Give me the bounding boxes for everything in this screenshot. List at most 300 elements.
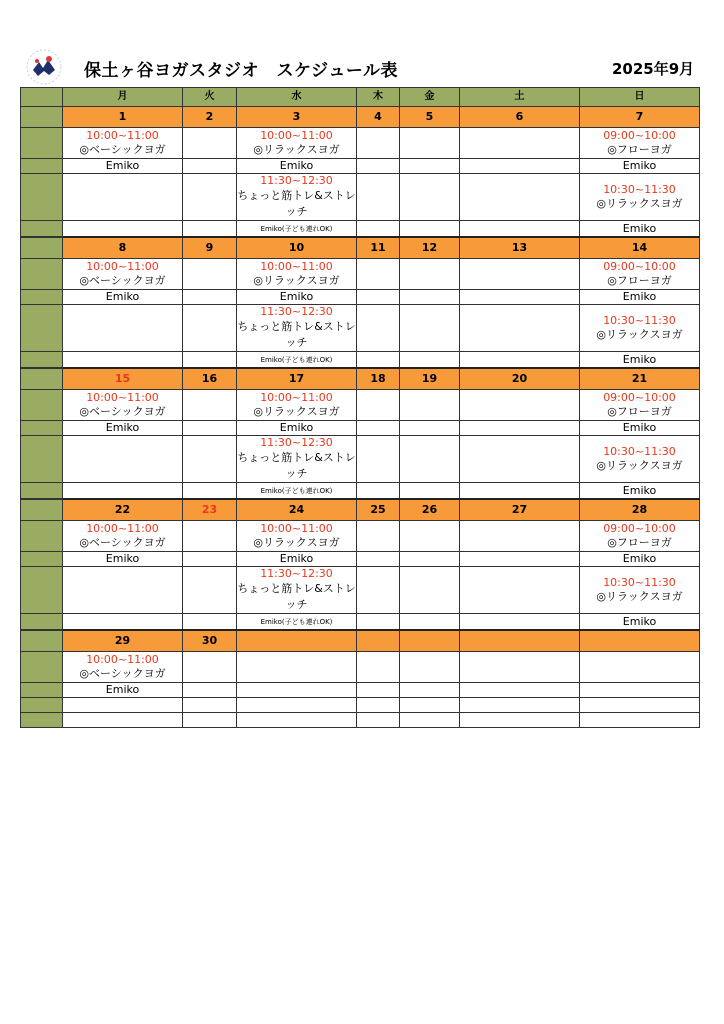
empty-slot: [357, 290, 400, 305]
instructor-cell: [237, 552, 357, 567]
empty-slot: [400, 159, 460, 174]
date-number: 20: [511, 372, 528, 385]
empty-slot: [63, 305, 183, 352]
instructor-name: Emiko(子ども連れOK): [260, 487, 333, 495]
date-cell: [460, 630, 580, 652]
instructor-cell: [63, 683, 183, 698]
class-slot: [580, 521, 700, 552]
class-name: ◎フローヨガ: [607, 405, 672, 418]
weekday-label: 土: [514, 91, 525, 102]
class-slot: [580, 305, 700, 352]
instructor-cell: [580, 159, 700, 174]
date-cell: [580, 368, 700, 390]
empty-slot: [400, 128, 460, 159]
date-cell: [63, 107, 183, 128]
date-cell: [400, 107, 460, 128]
date-cell: [237, 368, 357, 390]
date-number: 14: [631, 241, 648, 254]
class-name: ◎フローヨガ: [607, 143, 672, 156]
empty-slot: [400, 552, 460, 567]
instructor-cell: [63, 159, 183, 174]
date-number: 25: [370, 503, 386, 516]
date-cell: [357, 237, 400, 259]
empty-slot: [400, 698, 460, 713]
class-slot: [237, 128, 357, 159]
side-cell: [21, 305, 63, 352]
class-time: 10:00~11:00: [86, 129, 159, 142]
class-name: ◎ベーシックヨガ: [79, 667, 166, 680]
instructor-cell: [580, 352, 700, 369]
instructor-cell: [237, 221, 357, 238]
instructor-cell: [237, 614, 357, 631]
empty-slot: [357, 483, 400, 500]
weekday-header: [460, 88, 580, 107]
instructor-cell: [580, 290, 700, 305]
empty-slot: [357, 390, 400, 421]
side-cell: [21, 713, 63, 728]
empty-slot: [400, 390, 460, 421]
side-cell: [21, 552, 63, 567]
empty-slot: [580, 683, 700, 698]
empty-slot: [460, 128, 580, 159]
instructor-cell: [237, 290, 357, 305]
empty-slot: [357, 174, 400, 221]
date-cell: [580, 237, 700, 259]
date-cell: [400, 630, 460, 652]
empty-slot: [63, 174, 183, 221]
class-time: 11:30~12:30: [260, 436, 333, 449]
class-slot: [237, 567, 357, 614]
instructor-name: Emiko: [279, 421, 314, 434]
empty-slot: [183, 483, 237, 500]
empty-slot: [580, 698, 700, 713]
date-number: 1: [118, 110, 127, 123]
date-number: 29: [114, 634, 131, 647]
instructor-cell: [580, 614, 700, 631]
empty-slot: [183, 521, 237, 552]
date-cell: [183, 499, 237, 521]
empty-slot: [400, 567, 460, 614]
date-number: 26: [421, 503, 438, 516]
empty-slot: [357, 652, 400, 683]
instructor-name: Emiko: [622, 352, 657, 366]
empty-slot: [460, 698, 580, 713]
instructor-name: Emiko(子ども連れOK): [260, 618, 333, 626]
empty-slot: [357, 421, 400, 436]
class-slot: [237, 436, 357, 483]
weekday-header: [237, 88, 357, 107]
class-name: ◎ベーシックヨガ: [79, 536, 166, 549]
instructor-name: Emiko: [622, 421, 657, 434]
side-cell: [21, 652, 63, 683]
weekday-header: [357, 88, 400, 107]
date-cell: [183, 237, 237, 259]
class-name: ◎リラックスヨガ: [596, 328, 683, 341]
date-number: 24: [288, 503, 305, 516]
class-slot: [63, 521, 183, 552]
empty-slot: [63, 713, 183, 728]
empty-slot: [460, 521, 580, 552]
empty-slot: [460, 652, 580, 683]
date-cell: [580, 107, 700, 128]
date-number: 16: [201, 372, 218, 385]
class-time: 10:00~11:00: [260, 391, 333, 404]
class-name: ◎ベーシックヨガ: [79, 143, 166, 156]
side-cell: [21, 221, 63, 238]
date-cell: [237, 630, 357, 652]
empty-slot: [63, 436, 183, 483]
empty-slot: [357, 259, 400, 290]
empty-slot: [357, 614, 400, 631]
side-cell: [21, 698, 63, 713]
date-cell: [237, 107, 357, 128]
class-name: ◎ベーシックヨガ: [79, 274, 166, 287]
date-cell: [63, 368, 183, 390]
empty-slot: [460, 159, 580, 174]
date-cell: [183, 368, 237, 390]
class-slot: [580, 174, 700, 221]
class-name: ◎リラックスヨガ: [253, 143, 340, 156]
date-cell: [63, 237, 183, 259]
date-number: 12: [421, 241, 438, 254]
side-cell: [21, 159, 63, 174]
empty-slot: [237, 713, 357, 728]
class-time: 09:00~10:00: [603, 391, 676, 404]
class-slot: [237, 521, 357, 552]
empty-slot: [63, 567, 183, 614]
date-number: 21: [631, 372, 648, 385]
class-name: ◎リラックスヨガ: [596, 197, 683, 210]
date-cell: [460, 237, 580, 259]
side-cell: [21, 390, 63, 421]
empty-slot: [357, 352, 400, 369]
empty-slot: [400, 614, 460, 631]
empty-slot: [460, 290, 580, 305]
empty-slot: [357, 698, 400, 713]
empty-slot: [400, 305, 460, 352]
side-cell: [21, 290, 63, 305]
class-time: 10:00~11:00: [86, 653, 159, 666]
date-cell: [460, 107, 580, 128]
class-slot: [580, 567, 700, 614]
empty-slot: [183, 713, 237, 728]
side-cell: [21, 683, 63, 698]
empty-slot: [357, 128, 400, 159]
date-number: 11: [370, 241, 386, 254]
date-cell: [237, 237, 357, 259]
empty-slot: [183, 352, 237, 369]
instructor-name: Emiko: [105, 290, 140, 303]
date-cell: [357, 368, 400, 390]
instructor-name: Emiko: [622, 552, 657, 565]
date-row: [21, 107, 700, 128]
instructor-cell: [580, 483, 700, 500]
class-time: 10:00~11:00: [86, 522, 159, 535]
side-cell: [21, 614, 63, 631]
date-row: [21, 237, 700, 259]
instructor-name: Emiko: [622, 221, 657, 235]
instructor-cell: [63, 421, 183, 436]
empty-slot: [237, 698, 357, 713]
side-cell: [21, 128, 63, 159]
date-cell: [400, 368, 460, 390]
empty-slot: [63, 614, 183, 631]
date-row: [21, 368, 700, 390]
empty-slot: [183, 259, 237, 290]
class-time: 10:30~11:30: [603, 183, 676, 196]
empty-slot: [460, 483, 580, 500]
date-number: 5: [425, 110, 434, 123]
empty-slot: [460, 567, 580, 614]
empty-slot: [460, 390, 580, 421]
instructor-cell: [580, 552, 700, 567]
instructor-cell: [237, 421, 357, 436]
class-time: 10:30~11:30: [603, 445, 676, 458]
empty-slot: [183, 421, 237, 436]
side-cell: [21, 237, 63, 259]
empty-slot: [357, 159, 400, 174]
class-time: 10:00~11:00: [260, 129, 333, 142]
class-slot: [237, 390, 357, 421]
class-time: 10:00~11:00: [86, 260, 159, 273]
class-name: ◎リラックスヨガ: [596, 459, 683, 472]
date-number: 22: [114, 503, 131, 516]
class-name: ちょっと筋トレ&ストレッチ: [237, 320, 356, 349]
empty-slot: [183, 698, 237, 713]
empty-slot: [400, 652, 460, 683]
class-name: ◎リラックスヨガ: [596, 590, 683, 603]
empty-slot: [183, 305, 237, 352]
date-number: 15: [114, 372, 131, 385]
side-cell: [21, 521, 63, 552]
empty-slot: [183, 159, 237, 174]
date-number: 19: [421, 372, 438, 385]
instructor-name: Emiko: [105, 683, 140, 696]
class-slot: [63, 259, 183, 290]
empty-slot: [183, 652, 237, 683]
empty-slot: [357, 305, 400, 352]
empty-slot: [357, 521, 400, 552]
instructor-cell: [237, 483, 357, 500]
instructor-name: Emiko: [622, 614, 657, 628]
weekday-label: 木: [373, 91, 383, 102]
date-number: 18: [370, 372, 386, 385]
instructor-cell: [237, 352, 357, 369]
class-time: 09:00~10:00: [603, 129, 676, 142]
empty-slot: [357, 436, 400, 483]
side-cell: [21, 421, 63, 436]
side-cell: [21, 107, 63, 128]
instructor-name: Emiko: [622, 290, 657, 303]
weekday-label: 火: [204, 91, 215, 102]
instructor-name: Emiko: [279, 290, 314, 303]
class-time: 10:30~11:30: [603, 314, 676, 327]
class-slot: [237, 305, 357, 352]
instructor-cell: [580, 421, 700, 436]
empty-slot: [460, 713, 580, 728]
empty-slot: [357, 683, 400, 698]
instructor-name: Emiko(子ども連れOK): [260, 356, 333, 364]
month-label: 2025年9月: [612, 60, 695, 78]
instructor-cell: [63, 290, 183, 305]
class-slot: [237, 259, 357, 290]
date-cell: [400, 499, 460, 521]
weekday-header: [580, 88, 700, 107]
instructor-name: Emiko(子ども連れOK): [260, 225, 333, 233]
instructor-name: Emiko: [105, 421, 140, 434]
date-cell: [357, 630, 400, 652]
empty-slot: [63, 698, 183, 713]
weekday-label: 日: [634, 91, 645, 102]
empty-slot: [400, 683, 460, 698]
class-slot: [580, 128, 700, 159]
date-cell: [580, 499, 700, 521]
date-number: 13: [511, 241, 528, 254]
date-cell: [63, 499, 183, 521]
class-slot: [580, 436, 700, 483]
empty-slot: [400, 521, 460, 552]
empty-slot: [183, 128, 237, 159]
date-row: [21, 499, 700, 521]
date-cell: [357, 499, 400, 521]
class-time: 10:00~11:00: [260, 522, 333, 535]
empty-slot: [400, 421, 460, 436]
empty-slot: [460, 221, 580, 238]
date-cell: [237, 499, 357, 521]
date-number: 9: [205, 241, 214, 254]
date-number: 3: [292, 110, 301, 123]
empty-slot: [183, 567, 237, 614]
side-cell: [21, 259, 63, 290]
class-slot: [237, 174, 357, 221]
empty-slot: [183, 390, 237, 421]
date-number: 28: [631, 503, 648, 516]
class-time: 11:30~12:30: [260, 305, 333, 318]
empty-slot: [63, 221, 183, 238]
empty-slot: [183, 436, 237, 483]
date-cell: [580, 630, 700, 652]
weekday-header-row: [21, 88, 700, 107]
instructor-name: Emiko: [105, 552, 140, 565]
instructor-name: Emiko: [279, 159, 314, 172]
date-cell: [183, 107, 237, 128]
class-time: 10:00~11:00: [86, 391, 159, 404]
empty-slot: [183, 290, 237, 305]
instructor-name: Emiko: [622, 159, 657, 172]
instructor-name: Emiko: [279, 552, 314, 565]
date-cell: [400, 237, 460, 259]
side-cell: [21, 368, 63, 390]
weekday-header: [183, 88, 237, 107]
class-slot: [63, 652, 183, 683]
date-number: 23: [201, 503, 218, 516]
empty-slot: [237, 652, 357, 683]
empty-slot: [183, 221, 237, 238]
date-number: 17: [288, 372, 305, 385]
side-cell: [21, 352, 63, 369]
empty-slot: [460, 259, 580, 290]
class-name: ◎フローヨガ: [607, 536, 672, 549]
side-cell: [21, 436, 63, 483]
date-number: 6: [515, 110, 524, 123]
instructor-cell: [580, 221, 700, 238]
empty-slot: [183, 683, 237, 698]
class-name: ◎リラックスヨガ: [253, 536, 340, 549]
side-cell: [21, 88, 63, 107]
empty-slot: [183, 552, 237, 567]
date-number: 7: [635, 110, 644, 123]
side-cell: [21, 630, 63, 652]
side-cell: [21, 174, 63, 221]
class-slot: [580, 259, 700, 290]
empty-slot: [460, 352, 580, 369]
weekday-label: 水: [291, 91, 302, 102]
class-slot: [63, 390, 183, 421]
class-name: ちょっと筋トレ&ストレッチ: [237, 189, 356, 218]
weekday-header: [400, 88, 460, 107]
empty-slot: [460, 436, 580, 483]
empty-slot: [400, 713, 460, 728]
empty-slot: [357, 713, 400, 728]
empty-slot: [400, 259, 460, 290]
weekday-label: 金: [424, 91, 435, 102]
weekday-label: 月: [117, 91, 128, 102]
empty-slot: [183, 614, 237, 631]
schedule-table: [20, 87, 700, 728]
empty-slot: [63, 483, 183, 500]
class-slot: [580, 390, 700, 421]
side-cell: [21, 483, 63, 500]
date-number: 8: [118, 241, 127, 254]
studio-logo: [24, 48, 64, 86]
class-name: ちょっと筋トレ&ストレッチ: [237, 451, 356, 480]
class-name: ◎リラックスヨガ: [253, 274, 340, 287]
empty-slot: [400, 352, 460, 369]
empty-slot: [400, 221, 460, 238]
empty-slot: [460, 683, 580, 698]
empty-slot: [580, 652, 700, 683]
date-cell: [460, 499, 580, 521]
empty-slot: [400, 290, 460, 305]
date-cell: [63, 630, 183, 652]
empty-slot: [400, 436, 460, 483]
date-number: 2: [205, 110, 214, 123]
empty-slot: [237, 683, 357, 698]
class-time: 11:30~12:30: [260, 567, 333, 580]
date-number: 4: [374, 110, 382, 123]
date-number: 27: [511, 503, 528, 516]
empty-slot: [357, 567, 400, 614]
empty-slot: [580, 713, 700, 728]
instructor-name: Emiko: [105, 159, 140, 172]
empty-slot: [63, 352, 183, 369]
empty-slot: [460, 305, 580, 352]
instructor-cell: [63, 552, 183, 567]
empty-slot: [183, 174, 237, 221]
empty-slot: [357, 221, 400, 238]
instructor-name: Emiko: [622, 483, 657, 497]
empty-slot: [460, 421, 580, 436]
class-name: ◎フローヨガ: [607, 274, 672, 287]
class-name: ◎リラックスヨガ: [253, 405, 340, 418]
empty-slot: [357, 552, 400, 567]
weekday-header: [63, 88, 183, 107]
class-time: 10:30~11:30: [603, 576, 676, 589]
class-slot: [63, 128, 183, 159]
class-name: ◎ベーシックヨガ: [79, 405, 166, 418]
date-cell: [183, 630, 237, 652]
side-cell: [21, 567, 63, 614]
